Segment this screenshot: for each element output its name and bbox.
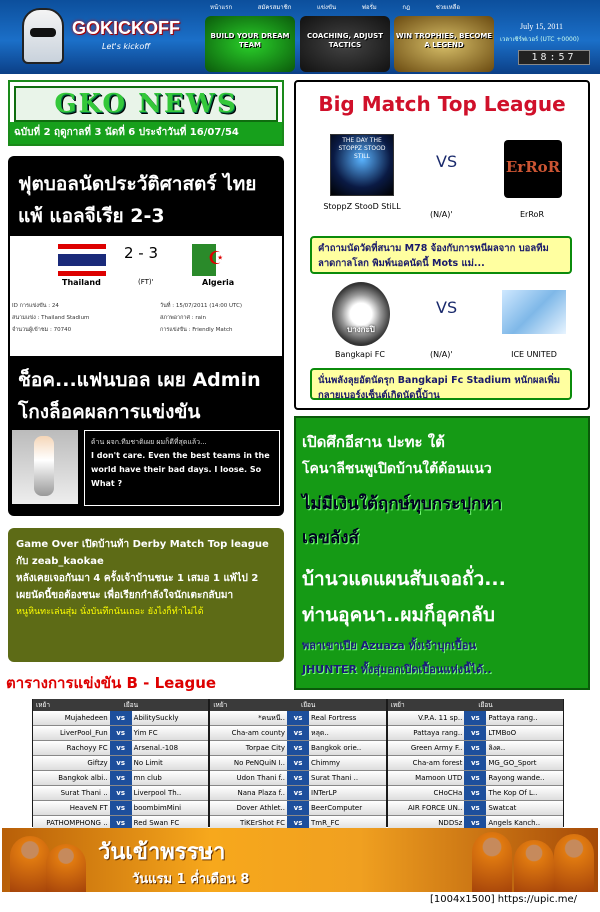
fixture-row [33,726,208,741]
green-line: บ้านวแดแผนสับเจอถั่ว... [302,568,506,590]
fixture-vs-button[interactable]: vs [464,741,486,755]
fixture-away-team[interactable]: The Kop Of L.. [486,786,563,800]
header-away: เยือน [123,701,139,709]
fixture-home-team[interactable]: Torpae City [210,741,287,755]
stoppz-logo-icon [330,134,394,196]
green-line: ท่านอุคนา..ผมก็อุคกลับ [302,604,495,626]
fixture-column [388,699,563,827]
fixture-away-team[interactable]: Real Fortress [309,711,386,725]
fixture-vs-button[interactable]: vs [287,711,309,725]
fixture-away-team[interactable]: หลุด.. [309,726,386,740]
match-score: 2 - 3 [124,244,159,262]
fixture-away-team[interactable]: TmR_FC [309,816,386,830]
quote-thai: ด้าน ผจก.ทีมชาติเผย ผมก็ดีที่สุดแล้ว... [91,438,207,446]
fixture-vs-button[interactable]: vs [287,726,309,740]
fixture-away-team[interactable]: Surat Thani .. [309,771,386,785]
vs-label: VS [436,298,458,317]
fixture-home-team[interactable]: Mamoon UTD [388,771,465,785]
fixture-home-team[interactable]: Rachoyy FC [33,741,110,755]
fixture-vs-button[interactable]: vs [287,786,309,800]
news-title: GKO NEWS [54,89,238,119]
fixture-vs-button[interactable]: vs [110,711,132,725]
match-id: ID การแข่งขัน : 24 [12,303,59,309]
green-line: เปิดศึกอีสาน ปะทะ ใต้ [302,433,445,451]
fixture-vs-button[interactable]: vs [464,711,486,725]
fixture-home-team[interactable]: LiverPool_Fun [33,726,110,740]
fixture-header [388,699,563,711]
nav-item-help[interactable]: ช่วยเหลือ [435,4,460,11]
bm2-status: (N/A)' [430,350,453,359]
fixture-vs-button[interactable]: vs [287,801,309,815]
monk-image [554,834,594,892]
big-match-panel [294,80,590,410]
derby-news [8,528,284,662]
fixture-home-team[interactable]: Pattaya rang.. [388,726,465,740]
fixture-away-team[interactable]: Yim FC [132,726,209,740]
fixture-home-team[interactable]: Cha-am forest [388,756,465,770]
green-line: JHUNTER ทั้งสุ่มอกเปิดเปื้อนแห่งนี้ได้.. [302,663,492,676]
fixture-home-team[interactable]: No PeNQuiN I.. [210,756,287,770]
quote-english: I don't care. Even the best teams in the world have their bad days. I loose. So What ? [91,451,270,488]
fixture-away-team[interactable]: Rayong wande.. [486,771,563,785]
bm1-status: (N/A)' [430,210,453,219]
nav-item-forum[interactable]: ฟอรั่ม [361,4,377,11]
monk-image [472,832,512,892]
fixture-home-team[interactable]: TiKErShot FC [210,816,287,830]
header-away: เยือน [478,701,493,709]
fixture-row [210,756,385,771]
news-masthead [8,80,284,146]
article-headline: ฟุตบอลนัดประวัติศาสตร์ ไทย แพ้ แอลจีเรีย 2-3 [18,173,257,227]
bangkapi-logo-text: บางกะปิ [347,325,375,334]
error-logo-text: ErRoR [505,158,561,176]
fixture-away-team[interactable]: Chimmy [309,756,386,770]
fixture-vs-button[interactable]: vs [110,726,132,740]
fixture-home-team[interactable]: V.P.A. 11 sp.. [388,711,465,725]
coach-quote [10,428,282,510]
algeria-flag-icon [192,244,240,276]
fixture-row [388,771,563,786]
header-away: เยือน [301,701,316,709]
fixture-row [33,801,208,816]
fixture-home-team[interactable]: Dover Athlet.. [210,801,287,815]
match-type: การแข่งขัน : Friendly Match [160,327,233,333]
monk-image [514,840,554,892]
home-team: Thailand [62,278,101,287]
banner-coaching[interactable] [300,16,390,72]
header-home: เหย้า [390,701,405,709]
fixture-row [210,711,385,726]
fixture-vs-button[interactable]: vs [110,756,132,770]
derby-news-line: Game Over เปิดบ้านท้า Derby Match Top league กับ zeab_kaokae [16,539,269,567]
vs-label: VS [436,152,458,171]
fixture-home-team[interactable]: Giftzy [33,756,110,770]
banner-subtitle: วันแรม 1 ค่ำเดือน 8 [132,872,250,887]
big-match-title: Big Match Top League [318,92,566,116]
match-attendance: จำนวนผู้เข้าชม : 70740 [12,327,72,333]
main-article [8,156,284,516]
fixture-home-team[interactable]: NDDSz [388,816,465,830]
brand-logo[interactable]: GOKICKOFF [72,18,180,38]
fixture-home-team[interactable]: AIR FORCE UN.. [388,801,465,815]
fixture-vs-button[interactable]: vs [464,756,486,770]
fixture-home-team[interactable]: HeaveN FT [33,801,110,815]
fixture-away-team[interactable]: BeerComputer [309,801,386,815]
fixture-row [210,786,385,801]
error-logo-icon [504,140,562,198]
banner-dream-team-label: BUILD YOUR DREAM TEAM [210,32,290,49]
fixture-home-team[interactable]: Nana Plaza f.. [210,786,287,800]
top-nav [210,2,460,12]
fixture-away-team[interactable]: Liverpool Th.. [132,786,209,800]
fixture-home-team[interactable]: Mujahedeen [33,711,110,725]
issue-meta: ฉบับที่ 2 ฤดูกาลที่ 3 นัดที่ 6 ประจำวันที่ 16/07/54 [10,122,282,144]
nav-item-register[interactable]: สมัครสมาชิก [257,4,292,11]
header-home: เหย้า [213,701,228,709]
match-time: วันที่ : 15/07/2011 (14:00 UTC) [160,303,243,309]
fixture-vs-button[interactable]: vs [287,741,309,755]
monk-image [46,844,86,892]
fixture-home-team[interactable]: *คนหนี.. [210,711,287,725]
fixture-vs-button[interactable]: vs [110,771,132,785]
fixture-vs-button[interactable]: vs [464,801,486,815]
fixture-home-team[interactable]: PATHOMPHONG .. [33,816,110,830]
image-credit[interactable]: [1004x1500] https://upic.me/ [430,894,578,905]
fixture-row [33,771,208,786]
bm1-note: คำถามนัดวัดที่สนาม M78 จ้องกับการหนีผลจาก บอลทีมลาดกาลโลก พิมพ์นอคนัดนี้ Mots แม่... [310,236,572,274]
fixture-header [33,699,208,711]
banner-trophies-label: WIN TROPHIES, BECOME A LEGEND [395,32,493,49]
bm1-away-team[interactable]: ErRoR [520,210,544,219]
fixture-row [388,801,563,816]
banner-trophies[interactable] [394,16,494,72]
fixture-away-team[interactable]: Pattaya rang.. [486,711,563,725]
fixture-row [388,756,563,771]
fixture-vs-button[interactable]: vs [110,801,132,815]
match-info-right [160,300,242,336]
fixture-vs-button[interactable]: vs [110,741,132,755]
fixture-vs-button[interactable]: vs [464,726,486,740]
fixture-row [210,726,385,741]
fixture-home-team[interactable]: Cha-am county [210,726,287,740]
coach-avatar [12,430,78,504]
derby-news-line: หลังเคยเจอกันมา 4 ครั้งเจ้าบ้านชนะ 1 เสมอ 1 แพ้ไป 2 เผยนัดนี้ขอต้องชนะ เพื่อเรียกกำลังใจนักเตะกลับมา [16,573,259,601]
fixture-row [33,711,208,726]
green-line: เลขลังส์ [302,528,359,548]
bm2-home-team[interactable]: Bangkapi FC [335,350,385,359]
fixture-header [210,699,385,711]
green-line: โคนาลีชนพูเปิดบ้านใต้ด้อนแนว [302,461,492,477]
fixture-away-team[interactable]: No Limit [132,756,209,770]
nav-item-home[interactable]: หน้าแรก [210,4,233,11]
fixture-row [388,726,563,741]
buddhist-lent-banner [2,828,598,892]
fixture-vs-button[interactable]: vs [464,786,486,800]
banner-dream-team[interactable] [205,16,295,72]
match-status: (FT)' [138,278,154,286]
fixture-vs-button[interactable]: vs [287,816,309,830]
nav-item-rules[interactable]: กฎ [402,4,411,11]
bangkapi-logo-icon [332,282,390,346]
fixture-table [32,699,564,827]
site-header [0,0,600,74]
derby-news-footnote: หนูหินทะเล่นสุ่ม นั่งบันทึกนันเถอะ ยังไงก็ทำไม่ได้ [16,607,204,617]
thailand-flag-icon [58,244,106,276]
nav-item-matches[interactable]: แข่งขัน [316,4,337,11]
brand-tagline: Let's kickoff [102,42,150,51]
fixture-row [210,801,385,816]
fixture-vs-button[interactable]: vs [287,756,309,770]
fixture-away-team[interactable]: Swatcat [486,801,563,815]
fixture-vs-button[interactable]: vs [110,816,132,830]
match-weather: สภาพอากาศ : rain [160,315,206,321]
isan-vs-south-news [294,416,590,690]
fixture-away-team[interactable]: boombimMini [132,801,209,815]
match-info-left [12,300,89,336]
fixture-row [388,786,563,801]
fixture-away-team[interactable]: Red Swan FC [132,816,209,830]
fixture-row [388,711,563,726]
fixture-home-team[interactable]: CHoCHa [388,786,465,800]
fixture-away-team[interactable]: Bangkok orie.. [309,741,386,755]
fixture-away-team[interactable]: Arsenal.-108 [132,741,209,755]
fixture-row [33,786,208,801]
fixture-away-team[interactable]: ลิงค.. [486,741,563,755]
quote-box [84,430,280,506]
fixture-away-team[interactable]: MG_GO_Sport [486,756,563,770]
fixture-away-team[interactable]: LTMBoO [486,726,563,740]
fixture-row [388,741,563,756]
ice-united-logo-icon [502,290,566,334]
fixture-column [33,699,208,827]
fixture-away-team[interactable]: INTerLP [309,786,386,800]
green-line: ไม่มีเงินใต้ฤกษ์ทุบกระปุกหา [302,494,503,514]
match-scorecard [10,236,282,356]
green-line: พลาเขาเปีย Azuaza ทั้งเจ้าบุกเปื้อน [302,639,476,652]
fixture-home-team[interactable]: Bangkok albi.. [33,771,110,785]
fixture-vs-button[interactable]: vs [464,771,486,785]
fixture-row [33,756,208,771]
fixture-vs-button[interactable]: vs [464,816,486,830]
server-clock: 18:57 [518,50,590,65]
bm1-home-team[interactable]: StoppZ StooD StiLL [323,202,401,211]
bm2-away-team[interactable]: ICE UNITED [511,350,557,359]
fixture-away-team[interactable]: mn club [132,771,209,785]
league-title: ตารางการแข่งขัน B - League [6,674,217,692]
fixture-away-team[interactable]: Angels Kanch.. [486,816,563,830]
fixture-away-team[interactable]: AbilitySuckly [132,711,209,725]
article-headline-2: ช็อค...แฟนบอล เผย Admin โกงล็อคผลการแข่งขัน [18,369,261,423]
fixture-column [210,699,385,827]
fixture-row [33,741,208,756]
fixture-home-team[interactable]: Udon Thani f.. [210,771,287,785]
away-team: Algeria [202,278,235,287]
banner-coaching-label: COACHING, ADJUST TACTICS [307,32,383,49]
fixture-home-team[interactable]: Green Army F.. [388,741,465,755]
header-home: เหย้า [36,701,50,709]
match-stadium: สนามแข่ง : Thailand Stadium [12,315,90,321]
server-timezone: เวลาเซิร์ฟเวอร์ (UTC +0000) [500,36,579,43]
fixture-row [210,771,385,786]
fixture-home-team[interactable]: Surat Thani .. [33,786,110,800]
fixture-vs-button[interactable]: vs [110,786,132,800]
fixture-row [210,741,385,756]
banner-title: วันเข้าพรรษา [98,840,226,865]
monk-image [10,836,50,892]
mascot-logo-icon [22,8,64,64]
header-date: July 15, 2011 [520,22,564,31]
fixture-vs-button[interactable]: vs [287,771,309,785]
stoppz-logo-text: THE DAY THE STOPPZ STOOD STILL [338,137,386,160]
bm2-note: นั่นพลังลุยอัตนัดรุก Bangkapi Fc Stadium หนักผลเพิ่มกลายเบอร์งเซ็นต์เกิดนัดนี้บ้าน [310,368,572,400]
